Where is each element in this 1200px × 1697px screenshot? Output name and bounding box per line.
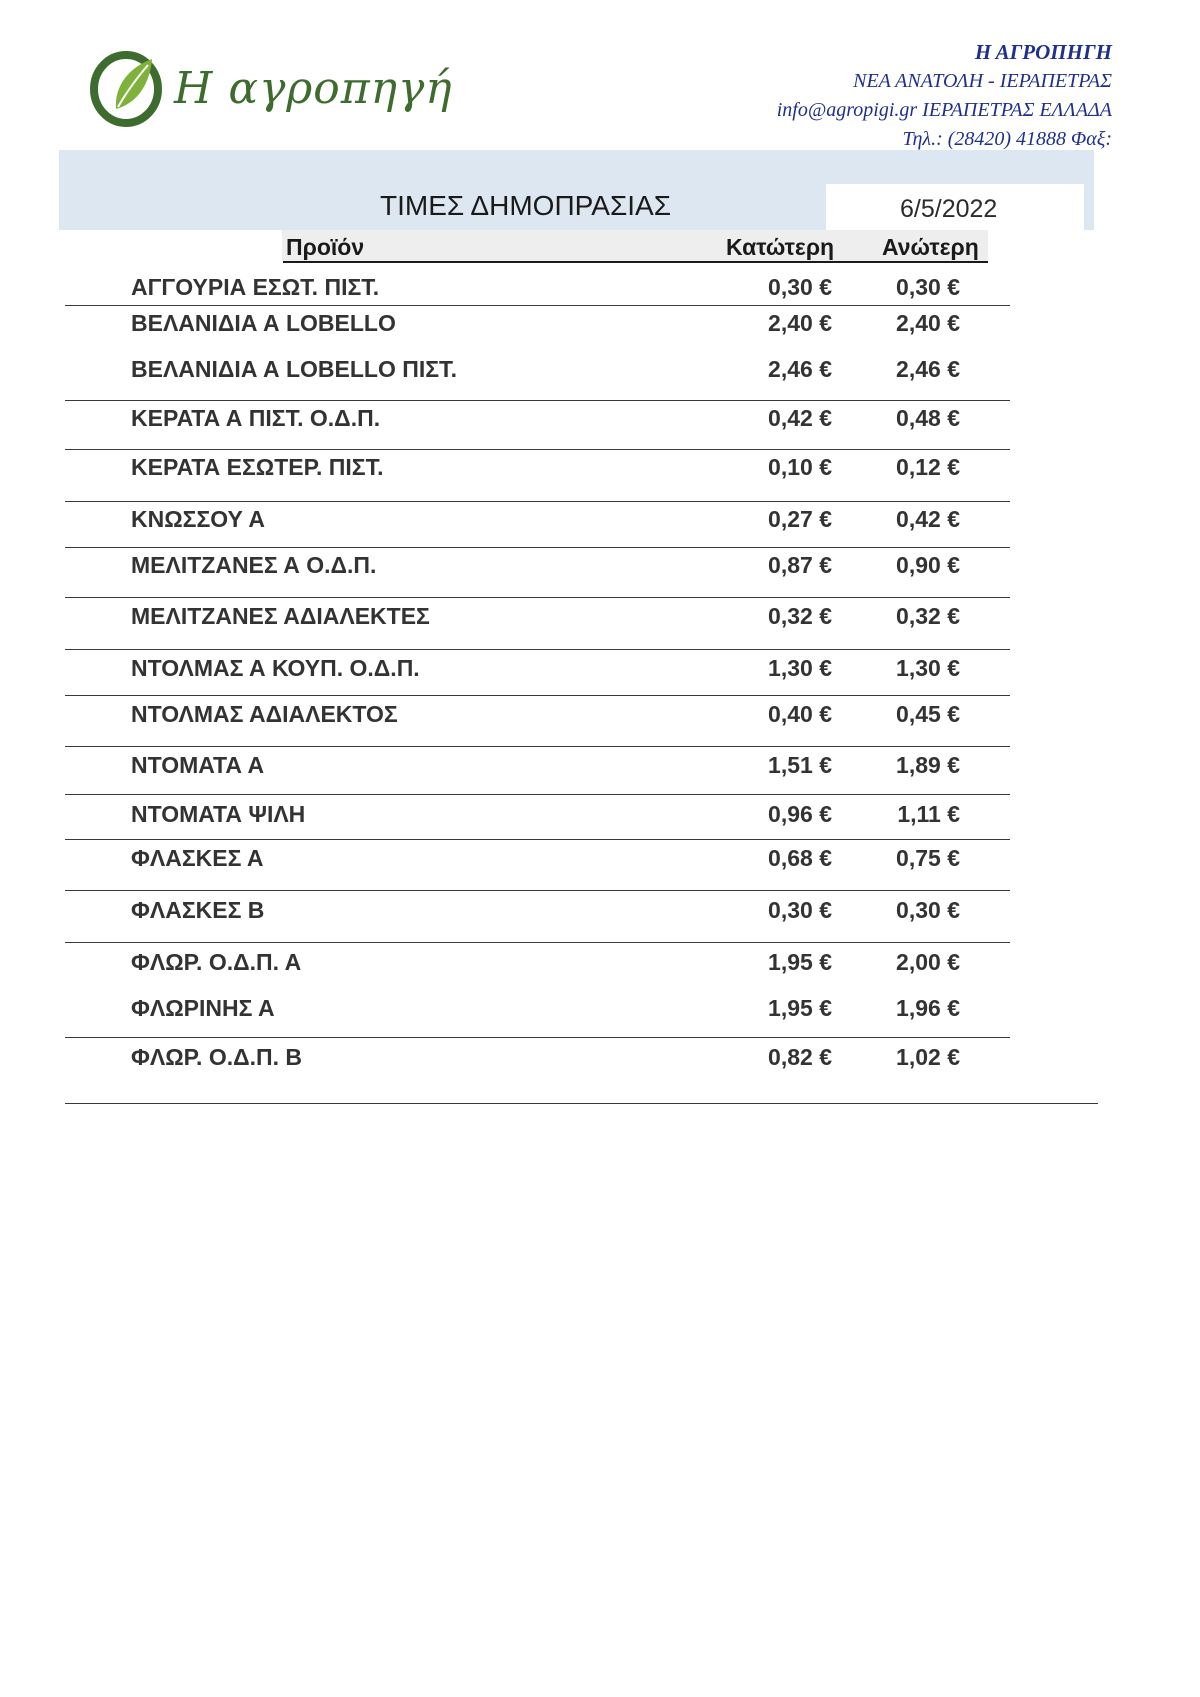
table-row bbox=[0, 750, 1200, 790]
table-row bbox=[0, 653, 1200, 693]
table-row bbox=[0, 452, 1200, 492]
high-price: 1,89 € bbox=[896, 752, 960, 778]
table-row bbox=[0, 993, 1200, 1033]
high-price: 0,12 € bbox=[896, 454, 960, 480]
product-name: ΚΕΡΑΤΑ Α ΠΙΣΤ. Ο.Δ.Π. bbox=[131, 405, 381, 431]
low-price: 0,68 € bbox=[768, 845, 832, 871]
high-price: 2,46 € bbox=[896, 356, 960, 382]
product-name: ΝΤΟΛΜΑΣ ΑΔΙΑΛΕΚΤΟΣ bbox=[131, 701, 398, 727]
high-price: 0,30 € bbox=[896, 274, 960, 300]
product-name: ΚΝΩΣΣΟΥ Α bbox=[131, 506, 266, 532]
row-divider bbox=[65, 649, 1010, 650]
high-price: 1,30 € bbox=[896, 655, 960, 681]
logo-text: Η αγροπηγή bbox=[174, 63, 453, 114]
row-divider bbox=[65, 794, 1010, 795]
product-name: ΦΛΩΡΙΝΗΣ Α bbox=[131, 995, 275, 1021]
row-divider bbox=[65, 501, 1010, 502]
product-name: ΒΕΛΑΝΙΔΙΑ Α LOBELLO bbox=[131, 310, 396, 336]
row-divider bbox=[65, 400, 1010, 401]
high-price: 0,45 € bbox=[896, 701, 960, 727]
high-price: 0,75 € bbox=[896, 845, 960, 871]
leaf-logo-icon bbox=[86, 45, 170, 129]
row-divider bbox=[65, 597, 1010, 598]
product-name: ΜΕΛΙΤΖΑΝΕΣ ΑΔΙΑΛΕΚΤΕΣ bbox=[131, 603, 430, 629]
high-price: 0,48 € bbox=[896, 405, 960, 431]
product-name: ΝΤΟΛΜΑΣ Α ΚΟΥΠ. Ο.Δ.Π. bbox=[131, 655, 420, 681]
low-price: 0,30 € bbox=[768, 274, 832, 300]
table-row bbox=[0, 550, 1200, 590]
row-divider bbox=[65, 890, 1010, 891]
product-name: ΚΕΡΑΤΑ ΕΣΩΤΕΡ. ΠΙΣΤ. bbox=[131, 454, 384, 480]
product-name: ΦΛΩΡ. Ο.Δ.Π. Β bbox=[131, 1044, 303, 1070]
row-divider bbox=[65, 746, 1010, 747]
product-name: ΑΓΓΟΥΡΙΑ ΕΣΩΤ. ΠΙΣΤ. bbox=[131, 274, 380, 300]
row-divider bbox=[65, 547, 1010, 548]
table-bottom-line bbox=[65, 1103, 1098, 1104]
sheet-title: ΤΙΜΕΣ ΔΗΜΟΠΡΑΣΙΑΣ bbox=[380, 190, 672, 221]
company-name: Η ΑΓΡΟΠΗΓΗ bbox=[974, 40, 1112, 64]
high-price: 1,96 € bbox=[896, 995, 960, 1021]
low-price: 1,30 € bbox=[768, 655, 832, 681]
sheet-date: 6/5/2022 bbox=[900, 195, 998, 223]
table-row bbox=[0, 403, 1200, 443]
table-row bbox=[0, 272, 1200, 312]
low-price: 0,87 € bbox=[768, 552, 832, 578]
table-row bbox=[0, 699, 1200, 739]
table-row bbox=[0, 354, 1200, 394]
table-row bbox=[0, 308, 1200, 348]
product-name: ΦΛΑΣΚΕΣ Β bbox=[131, 897, 265, 923]
low-price: 0,10 € bbox=[768, 454, 832, 480]
product-name: ΦΛΩΡ. Ο.Δ.Π. Α bbox=[131, 949, 302, 975]
high-price: 0,42 € bbox=[896, 506, 960, 532]
table-row bbox=[0, 1042, 1200, 1082]
low-price: 0,32 € bbox=[768, 603, 832, 629]
row-divider bbox=[65, 695, 1010, 696]
low-price: 1,95 € bbox=[768, 995, 832, 1021]
table-row bbox=[0, 947, 1200, 987]
low-price: 1,95 € bbox=[768, 949, 832, 975]
high-price: 2,00 € bbox=[896, 949, 960, 975]
product-name: ΜΕΛΙΤΖΑΝΕΣ Α Ο.Δ.Π. bbox=[131, 552, 377, 578]
header-low-price: Κατώτερη bbox=[726, 234, 835, 260]
row-divider bbox=[65, 839, 1010, 840]
low-price: 2,46 € bbox=[768, 356, 832, 382]
high-price: 0,90 € bbox=[896, 552, 960, 578]
product-name: ΝΤΟΜΑΤΑ ΨΙΛΗ bbox=[131, 801, 306, 827]
company-email: info@agropigi.gr ΙΕΡΑΠΕΤΡΑΣ ΕΛΛΑΔΑ bbox=[776, 99, 1112, 121]
high-price: 2,40 € bbox=[896, 310, 960, 336]
table-row bbox=[0, 799, 1200, 839]
low-price: 2,40 € bbox=[768, 310, 832, 336]
row-divider bbox=[65, 942, 1010, 943]
high-price: 1,02 € bbox=[896, 1044, 960, 1070]
row-divider bbox=[65, 305, 1010, 306]
table-row bbox=[0, 504, 1200, 544]
company-logo bbox=[86, 45, 453, 135]
product-name: ΝΤΟΜΑΤΑ Α bbox=[131, 752, 265, 778]
high-price: 0,30 € bbox=[896, 897, 960, 923]
low-price: 0,96 € bbox=[768, 801, 832, 827]
low-price: 0,42 € bbox=[768, 405, 832, 431]
header-underline bbox=[283, 261, 988, 263]
product-name: ΦΛΑΣΚΕΣ Α bbox=[131, 845, 264, 871]
low-price: 0,40 € bbox=[768, 701, 832, 727]
header-product: Προϊόν bbox=[286, 234, 365, 260]
company-phone: Τηλ.: (28420) 41888 Φαξ: bbox=[902, 128, 1112, 150]
low-price: 1,51 € bbox=[768, 752, 832, 778]
table-row bbox=[0, 895, 1200, 935]
table-row bbox=[0, 601, 1200, 641]
low-price: 0,82 € bbox=[768, 1044, 832, 1070]
low-price: 0,27 € bbox=[768, 506, 832, 532]
company-location: ΝΕΑ ΑΝΑΤΟΛΗ - ΙΕΡΑΠΕΤΡΑΣ bbox=[853, 70, 1112, 92]
high-price: 0,32 € bbox=[896, 603, 960, 629]
row-divider bbox=[65, 449, 1010, 450]
high-price: 1,11 € bbox=[897, 801, 960, 827]
header-high-price: Ανώτερη bbox=[882, 234, 979, 260]
low-price: 0,30 € bbox=[768, 897, 832, 923]
table-row bbox=[0, 843, 1200, 883]
product-name: ΒΕΛΑΝΙΔΙΑ Α LOBELLO ΠΙΣΤ. bbox=[131, 356, 457, 382]
company-info bbox=[777, 38, 1112, 154]
row-divider bbox=[65, 1037, 1010, 1038]
